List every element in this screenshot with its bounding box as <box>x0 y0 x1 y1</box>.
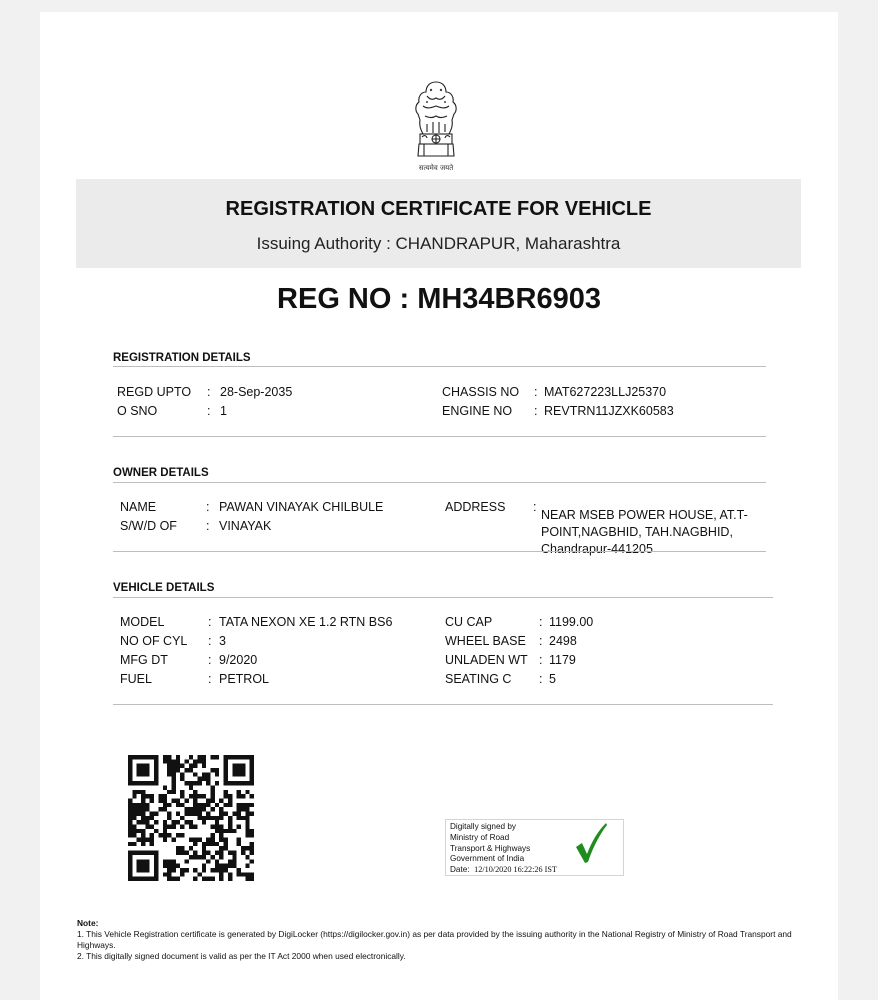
field-label: FUEL <box>120 672 152 686</box>
separator: : <box>539 672 543 686</box>
field-label: O SNO <box>117 404 158 418</box>
field-label: SEATING C <box>445 672 512 686</box>
date-value: 12/10/2020 16:22:26 IST <box>474 865 557 875</box>
separator: : <box>207 404 211 418</box>
separator: : <box>206 500 210 514</box>
engine-no-value: REVTRN11JZXK60583 <box>544 404 674 418</box>
separator: : <box>208 653 212 667</box>
signature-date <box>450 865 568 876</box>
divider <box>113 436 766 437</box>
separator: : <box>208 634 212 648</box>
separator: : <box>534 404 538 418</box>
note-line: 1. This Vehicle Registration certificate is generated by DigiLocker (https://digilocker.gov.in) as per data provided by the issuing authority in the National Registry of Ministry of Road Transport and Highways. <box>77 929 792 950</box>
divider <box>113 366 766 367</box>
document-title: REGISTRATION CERTIFICATE FOR VEHICLE <box>225 198 652 220</box>
note-line: 2. This digitally signed document is valid as per the IT Act 2000 when used electronically. <box>77 951 406 961</box>
divider <box>113 482 766 483</box>
separator: : <box>208 672 212 686</box>
unladen-wt-value: 1179 <box>549 653 576 667</box>
certificate-page <box>40 12 838 1000</box>
mfg-dt-value: 9/2020 <box>219 653 258 667</box>
divider <box>113 597 773 598</box>
model-value: TATA NEXON XE 1.2 RTN BS6 <box>219 615 393 629</box>
signature-line: Transport & Highways <box>450 843 531 853</box>
emblem-motto: सत्यमेव जयते <box>418 164 454 172</box>
registration-number: REG NO : MH34BR6903 <box>277 283 601 315</box>
swd-of-value: VINAYAK <box>219 519 272 533</box>
field-label: NAME <box>120 500 157 514</box>
owner-name-value: PAWAN VINAYAK CHILBULE <box>219 500 384 514</box>
o-sno-value: 1 <box>220 404 227 418</box>
separator: : <box>208 615 212 629</box>
separator: : <box>539 634 543 648</box>
certificate-header <box>76 179 801 268</box>
owner-details-heading: OWNER DETAILS <box>113 467 209 479</box>
separator: : <box>534 385 538 399</box>
chassis-no-value: MAT627223LLJ25370 <box>544 385 667 399</box>
field-label: S/W/D OF <box>120 519 177 533</box>
field-label: MFG DT <box>120 653 168 667</box>
signature-line: Government of India <box>450 854 525 864</box>
separator: : <box>539 615 543 629</box>
address-value: NEAR MSEB POWER HOUSE, AT.T-POINT,NAGBHID, TAH.NAGBHID, Chandrapur-441205 <box>541 508 748 556</box>
separator: : <box>539 653 543 667</box>
field-label: REGD UPTO <box>117 385 192 399</box>
seating-c-value: 5 <box>549 672 556 686</box>
regd-upto-value: 28-Sep-2035 <box>220 385 293 399</box>
signature-text <box>450 822 568 876</box>
cu-cap-value: 1199.00 <box>549 615 594 629</box>
field-label: ADDRESS <box>445 500 506 514</box>
national-emblem-icon <box>407 78 465 176</box>
field-label: MODEL <box>120 615 165 629</box>
field-label: CHASSIS NO <box>442 385 520 399</box>
fuel-value: PETROL <box>219 672 270 686</box>
vehicle-details-heading: VEHICLE DETAILS <box>113 582 215 594</box>
field-label: CU CAP <box>445 615 493 629</box>
issuing-authority: Issuing Authority : CHANDRAPUR, Maharashtra <box>256 234 621 253</box>
separator: : <box>207 385 211 399</box>
separator: : <box>206 519 210 533</box>
note-heading: Note: <box>77 918 99 928</box>
date-label: Date: <box>450 865 470 875</box>
digital-signature-box <box>445 819 624 876</box>
qr-code <box>128 755 254 881</box>
footer-note <box>77 918 803 962</box>
field-label: WHEEL BASE <box>445 634 526 648</box>
registration-details-heading: REGISTRATION DETAILS <box>113 352 251 364</box>
signature-line: Digitally signed by <box>450 822 516 831</box>
divider <box>113 704 773 705</box>
checkmark-icon <box>574 821 608 865</box>
field-label: ENGINE NO <box>442 404 513 418</box>
signature-line: Ministry of Road <box>450 832 510 842</box>
wheel-base-value: 2498 <box>549 634 577 648</box>
field-label: NO OF CYL <box>120 634 188 648</box>
field-label: UNLADEN WT <box>445 653 528 667</box>
separator: : <box>533 500 537 514</box>
divider <box>113 551 766 552</box>
no-of-cyl-value: 3 <box>219 634 226 648</box>
